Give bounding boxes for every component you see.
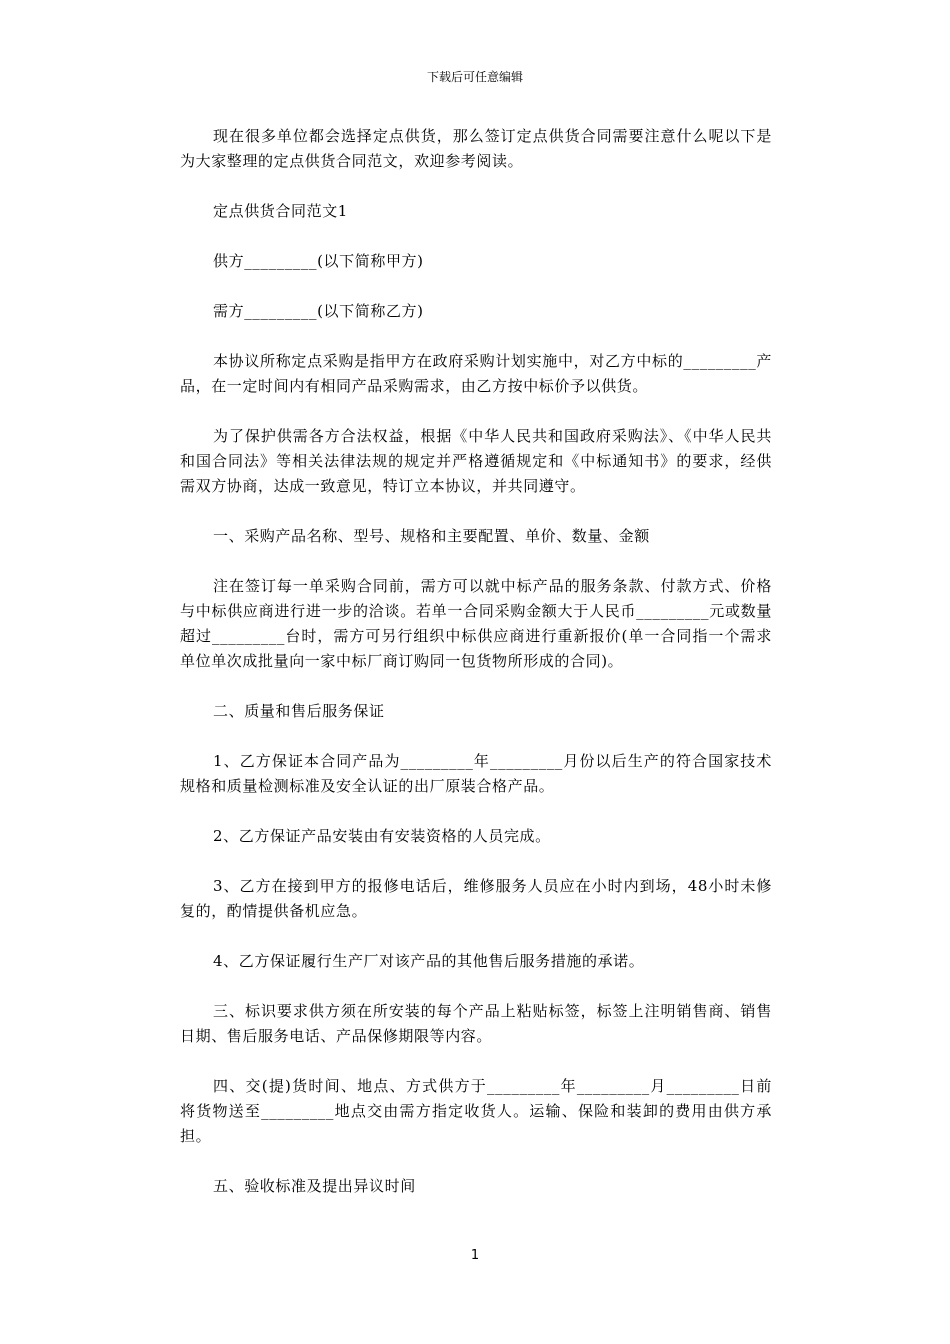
buyer-line: 需方_________(以下简称乙方) (213, 302, 424, 320)
legal-basis-paragraph: 为了保护供需各方合法权益，根据《中华人民共和国政府采购法》、《中华人民共和国合同法》等相关法律法规的规定并严格遵循规定和《中标通知书》的要求，经供需双方协商，达成一致意见，特订立本协议，并共同遵守。 (180, 427, 772, 495)
section-3-paragraph: 三、标识要求供方须在所安装的每个产品上粘贴标签，标签上注明销售商、销售日期、售后服务电话、产品保修期限等内容。 (180, 1002, 772, 1045)
section-5-heading: 五、验收标准及提出异议时间 (213, 1177, 416, 1195)
intro-paragraph: 现在很多单位都会选择定点供货，那么签订定点供货合同需要注意什么呢以下是为大家整理的定点供货合同范文，欢迎参考阅读。 (180, 127, 772, 170)
supplier-line: 供方_________(以下简称甲方) (213, 252, 424, 270)
document-body (180, 124, 772, 1224)
section-1-heading: 一、采购产品名称、型号、规格和主要配置、单价、数量、金额 (213, 527, 650, 545)
section-2-item-4: 4、乙方保证履行生产厂对该产品的其他售后服务措施的承诺。 (213, 952, 645, 970)
page-header: 下载后可任意编辑 (426, 70, 523, 84)
section-2-item-2: 2、乙方保证产品安装由有安装资格的人员完成。 (213, 827, 551, 845)
section-2-heading: 二、质量和售后服务保证 (213, 702, 385, 720)
page-number: 1 (470, 1248, 480, 1263)
section-2-item-1: 1、乙方保证本合同产品为_________年_________月份以后生产的符合国家技术规格和质量检测标准及安全认证的出厂原装合格产品。 (180, 752, 772, 795)
section-4-paragraph: 四、交(提)货时间、地点、方式供方于_________年_________月_________日前将货物送至_________地点交由需方指定收货人。运输、保险和装卸的费用由供方承担。 (180, 1077, 772, 1145)
contract-title: 定点供货合同范文1 (213, 202, 348, 220)
section-1-note: 注在签订每一单采购合同前，需方可以就中标产品的服务条款、付款方式、价格与中标供应商进行进一步的洽谈。若单一合同采购金额大于人民币_________元或数量超过_________台时，需方可另行组织中标供应商进行重新报价(单一合同指一个需求单位单次成批量向一家中标厂商订购同一包货物所形成的合同)。 (180, 577, 772, 670)
section-2-item-3: 3、乙方在接到甲方的报修电话后，维修服务人员应在小时内到场，48小时未修复的，酌情提供备机应急。 (180, 877, 772, 920)
definition-paragraph: 本协议所称定点采购是指甲方在政府采购计划实施中，对乙方中标的_________产品，在一定时间内有相同产品采购需求，由乙方按中标价予以供货。 (180, 352, 772, 395)
